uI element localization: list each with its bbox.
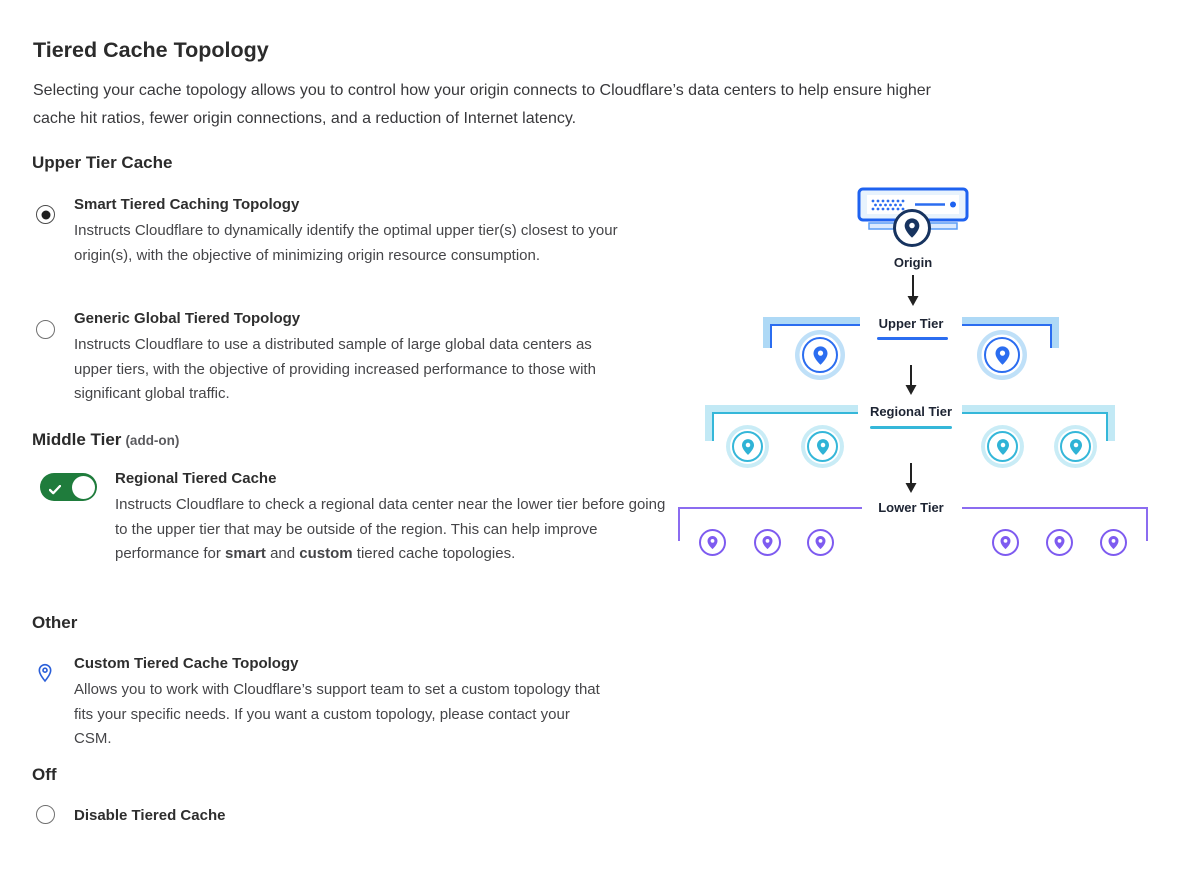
check-icon [49,482,61,500]
radio-generic-global[interactable] [36,320,55,339]
regional-tier-underline [870,426,952,429]
origin-label: Origin [888,255,938,270]
regional-tier-pin-icon [1060,431,1091,462]
arrow-down-icon [903,365,919,401]
section-heading-off: Off [32,765,57,784]
regional-desc-part: and [265,545,300,563]
upper-tier-underline [877,337,948,340]
option-description-smart-tiered: Instructs Cloudflare to dynamically identify the optimal upper tier(s) closest to your origin(s), with the objective of minimizing origin resource consumption. [74,222,618,264]
option-description-custom-tiered: Allows you to work with Cloudflare’s support team to set a custom topology that fits your specific needs. If you want a custom topology, please contact your CSM. [74,681,600,748]
regional-tier-right-bracket [962,405,1115,441]
option-label-disable-tiered-cache: Disable Tiered Cache [74,807,226,824]
arrow-down-icon [903,463,919,499]
lower-tier-pin-icon [754,529,781,556]
option-label-regional-tiered: Regional Tiered Cache [115,470,277,487]
lower-tier-pin-icon [807,529,834,556]
regional-tier-left-bracket [705,405,858,441]
middle-tier-addon-suffix: (add-on) [125,433,180,448]
location-pin-outline-icon [37,663,53,688]
arrow-down-icon [905,275,921,312]
option-description-regional-tiered [115,493,667,567]
radio-smart-tiered[interactable] [36,205,55,224]
middle-tier-heading-text: Middle Tier [32,430,122,449]
lower-tier-pin-icon [1046,529,1073,556]
toggle-regional-tiered-cache[interactable] [40,473,97,501]
tiered-cache-diagram [655,175,1175,575]
option-label-custom-tiered: Custom Tiered Cache Topology [74,655,299,672]
option-description-generic-global: Instructs Cloudflare to use a distributed sample of large global data centers as upper tiers, with the objective of providing increased performance to those with significant global traffic. [74,336,596,403]
upper-tier-pin-icon [984,337,1020,373]
upper-tier-pin-icon [802,337,838,373]
regional-desc-part: tiered cache topologies. [352,545,516,563]
regional-tier-label: Regional Tier [864,404,958,419]
lower-tier-pin-icon [1100,529,1127,556]
regional-tier-pin-icon [987,431,1018,462]
section-heading-middle-tier [32,430,179,450]
page-title: Tiered Cache Topology [33,38,269,62]
option-label-smart-tiered: Smart Tiered Caching Topology [74,196,300,213]
regional-desc-part: Instructs Cloudflare to check a regional data center near the lower tier before going to the upper tier that may be outside of the region. This can help improve performance for [115,496,666,563]
toggle-knob [72,476,95,499]
radio-disable-tiered-cache[interactable] [36,805,55,824]
section-heading-other: Other [32,613,78,632]
regional-desc-bold-smart: smart [225,545,266,563]
regional-desc-bold-custom: custom [299,545,353,563]
origin-pin-icon [893,209,931,247]
option-label-generic-global: Generic Global Tiered Topology [74,310,301,327]
regional-tier-pin-icon [732,431,763,462]
lower-tier-pin-icon [699,529,726,556]
regional-tier-pin-icon [807,431,838,462]
section-heading-upper-tier-cache: Upper Tier Cache [32,153,173,172]
page-description: Selecting your cache topology allows you to control how your origin connects to Cloudflare’s data centers to help ensure higher cache hit ratios, fewer origin connections, and a reduction of Internet latency. [33,82,932,127]
upper-tier-label: Upper Tier [873,316,950,331]
lower-tier-label: Lower Tier [872,500,950,515]
lower-tier-pin-icon [992,529,1019,556]
